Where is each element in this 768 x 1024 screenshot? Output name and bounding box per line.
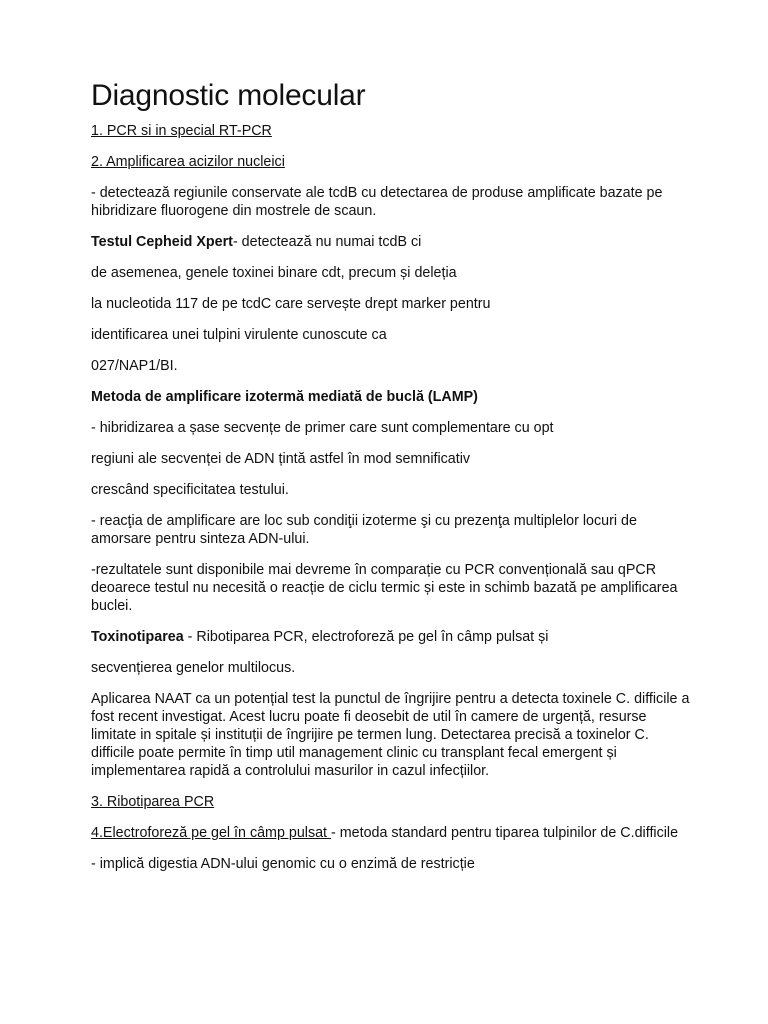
heading-2-text: 2. Amplificarea acizilor nucleici: [91, 154, 285, 170]
paragraph-2-rest: - detectează nu numai tcdB ci: [232, 234, 422, 250]
paragraph-3: de asemenea, genele toxinei binare cdt, precum și deleția: [91, 265, 457, 281]
heading-3-text: 3. Ribotiparea PCR: [91, 794, 215, 810]
paragraph-7-bold: Metoda de amplificare izotermă mediată de buclă (LAMP): [91, 389, 478, 405]
paragraph-8: - hibridizarea a șase secvențe de primer care sunt complementare cu opt: [91, 420, 554, 436]
heading-1-text: 1. PCR si in special RT-PCR: [91, 123, 272, 139]
paragraph-13: [91, 628, 691, 646]
paragraph-1: - detectează regiunile conservate ale tcdB cu detectarea de produse amplificate bazate pe hibridizare fluorogene din mostrele de scaun.: [91, 185, 663, 219]
heading-1: [91, 122, 691, 140]
heading-4-rest: - metoda standard pentru tiparea tulpinilor de C.difficile: [331, 825, 679, 841]
document-title: Diagnostic molecular: [91, 79, 366, 112]
paragraph-4: la nucleotida 117 de pe tcdC care servește drept marker pentru: [91, 296, 491, 312]
heading-4-text: 4.Electroforeză pe gel în câmp pulsat: [91, 825, 332, 841]
paragraph-10: crescând specificitatea testului.: [91, 482, 289, 498]
paragraph-2: [91, 233, 691, 251]
paragraph-7: [91, 388, 691, 406]
document-page: [91, 78, 691, 886]
heading-3: [91, 793, 691, 811]
paragraph-6: 027/NAP1/BI.: [91, 358, 178, 374]
paragraph-15: Aplicarea NAAT ca un potențial test la punctul de îngrijire pentru a detecta toxinele C. difficile a fost recent investigat. Acest lucru poate fi deosebit de util în camere de urgență, resurse limitate in spitale și instituții de îngrijire pe termen lung. Detectarea precisă a toxinelor C. difficile poate permite în timp util management clinic cu transplant fecal emergent și implementarea rapidă a controlului masurilor in cazul infecțiilor.: [91, 691, 690, 779]
paragraph-9: regiuni ale secvenței de ADN țintă astfel în mod semnificativ: [91, 451, 471, 467]
paragraph-5: identificarea unei tulpini virulente cunoscute ca: [91, 327, 387, 343]
heading-2: [91, 153, 691, 171]
paragraph-13-rest: - Ribotiparea PCR, electroforeză pe gel în câmp pulsat și: [183, 629, 549, 645]
paragraph-14: secvențierea genelor multilocus.: [91, 660, 296, 676]
heading-4: [91, 824, 691, 842]
paragraph-16: - implică digestia ADN-ului genomic cu o enzimă de restricție: [91, 856, 475, 872]
paragraph-13-bold: Toxinotiparea: [91, 629, 184, 645]
paragraph-2-bold: Testul Cepheid Xpert: [91, 234, 233, 250]
paragraph-12: -rezultatele sunt disponibile mai devreme în comparație cu PCR convențională sau qPCR deoarece testul nu necesită o reacție de ciclu termic și este in schimb bazată pe amplificarea buclei.: [91, 562, 678, 614]
paragraph-11: - reacţia de amplificare are loc sub condiţii izoterme şi cu prezenţa multiplelor locuri de amorsare pentru sinteza ADN-ului.: [91, 513, 637, 547]
